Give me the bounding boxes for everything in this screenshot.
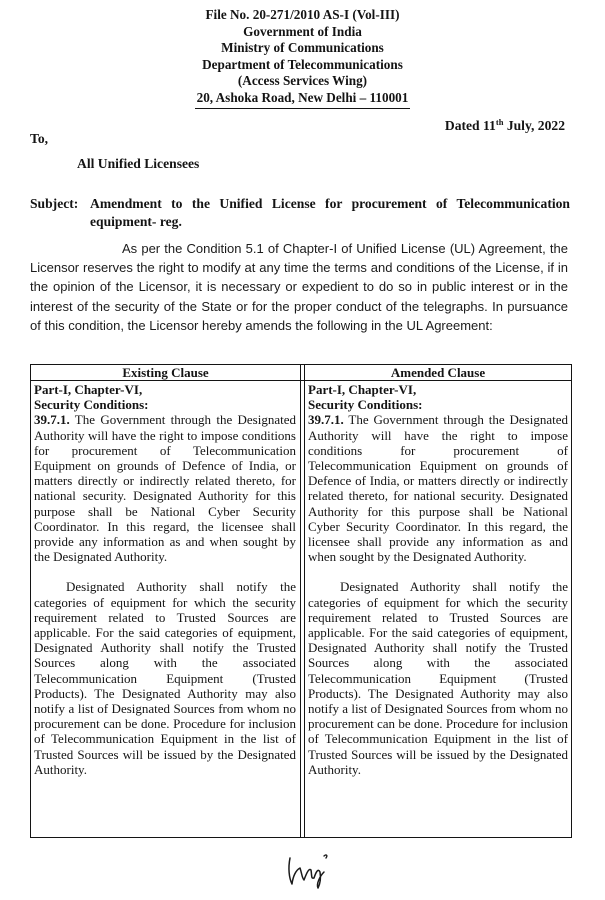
amended-part: Part-I, Chapter-VI,	[308, 382, 417, 397]
intro-paragraph: As per the Condition 5.1 of Chapter-I of Unified License (UL) Agreement, the Licensor reserves the right to modify at any time the terms and conditions of the License, if in the opinion of the Licensor, it is necessary or expedient to do so in public interest or in the interest of the security of the State or for the proper conduct of the telegraphs. In pursuance of this condition, the Licensor hereby amends the following in the UL Agreement:	[30, 241, 568, 333]
handwritten-initials-icon	[280, 848, 340, 890]
amended-para-1: 39.7.1. The Government through the Designated Authority will have the right to impose conditions for procurement of Telecommunication Equipment on grounds of Defence of India, or matters directly or indirectly related thereto, for national security. Designated Authority for this purpose shall be National Cyber Security Coordinator. In this regard, the licensee shall provide any information as and when sought by the Designated Authority.	[308, 412, 568, 565]
existing-section: Security Conditions:	[34, 397, 149, 413]
amended-para-2: Designated Authority shall notify the categories of equipment for which the security requirement related to Trusted Sources are applicable. For the said categories of equipment, Designated Authority shall notify the Trusted Sources along with the associated Telecommunication Equipment (Trusted Products). The Designated Authority may also notify a list of Designated Sources from whom no procurement can be done. Procedure for inclusion of Telecommunication Equipment in the list of Trusted Sources will be issued by the Designated Authority.	[308, 579, 568, 777]
letter-header	[0, 7, 605, 109]
header-amended-clause: Amended Clause	[390, 365, 486, 380]
table-divider	[300, 365, 301, 837]
existing-clause-cell	[34, 382, 296, 777]
amended-clause-cell	[308, 382, 568, 777]
clause-comparison-table	[30, 364, 572, 838]
existing-para-1: 39.7.1. The Government through the Designated Authority will have the right to impose conditions for procurement of Telecommunication Equipment on grounds of Defence of India, or matters directly or indirectly related thereto, for national security. Designated Authority for this purpose shall be National Cyber Security Coordinator. In this regard, the licensee shall provide any information as and when sought by the Designated Authority.	[34, 412, 296, 565]
header-existing-clause: Existing Clause	[122, 365, 209, 380]
amended-section: Security Conditions:	[308, 397, 423, 413]
file-number: File No. 20-271/2010 AS-I (Vol-III)	[205, 7, 400, 22]
government-line: Government of India	[243, 23, 362, 39]
ministry-line: Ministry of Communications	[221, 40, 384, 56]
addressee: All Unified Licensees	[77, 156, 200, 171]
table-header-rule	[31, 380, 571, 381]
existing-para-2: Designated Authority shall notify the categories of equipment for which the security requirement related to Trusted Sources are applicable. For the said categories of equipment, Designated Authority shall notify the Trusted Sources along with the associated Telecommunication Equipment (Trusted Products). The Designated Authority may also notify a list of Designated Sources from whom no procurement can be done. Procedure for inclusion of Telecommunication Equipment in the list of Trusted Sources will be issued by the Designated Authority.	[34, 579, 296, 777]
to-label: To,	[30, 131, 49, 146]
subject-label: Subject:	[30, 196, 79, 211]
table-divider	[304, 365, 305, 837]
department-line: Department of Telecommunications	[202, 56, 403, 72]
wing-line: (Access Services Wing)	[237, 73, 368, 89]
subject-line	[30, 195, 570, 230]
address-line: 20, Ashoka Road, New Delhi – 110001	[195, 90, 411, 109]
date-line: Dated 11th July, 2022	[444, 117, 565, 133]
subject-text: Amendment to the Unified License for procurement of Telecommunication equipment- reg.	[90, 196, 570, 229]
existing-part: Part-I, Chapter-VI,	[34, 382, 143, 397]
